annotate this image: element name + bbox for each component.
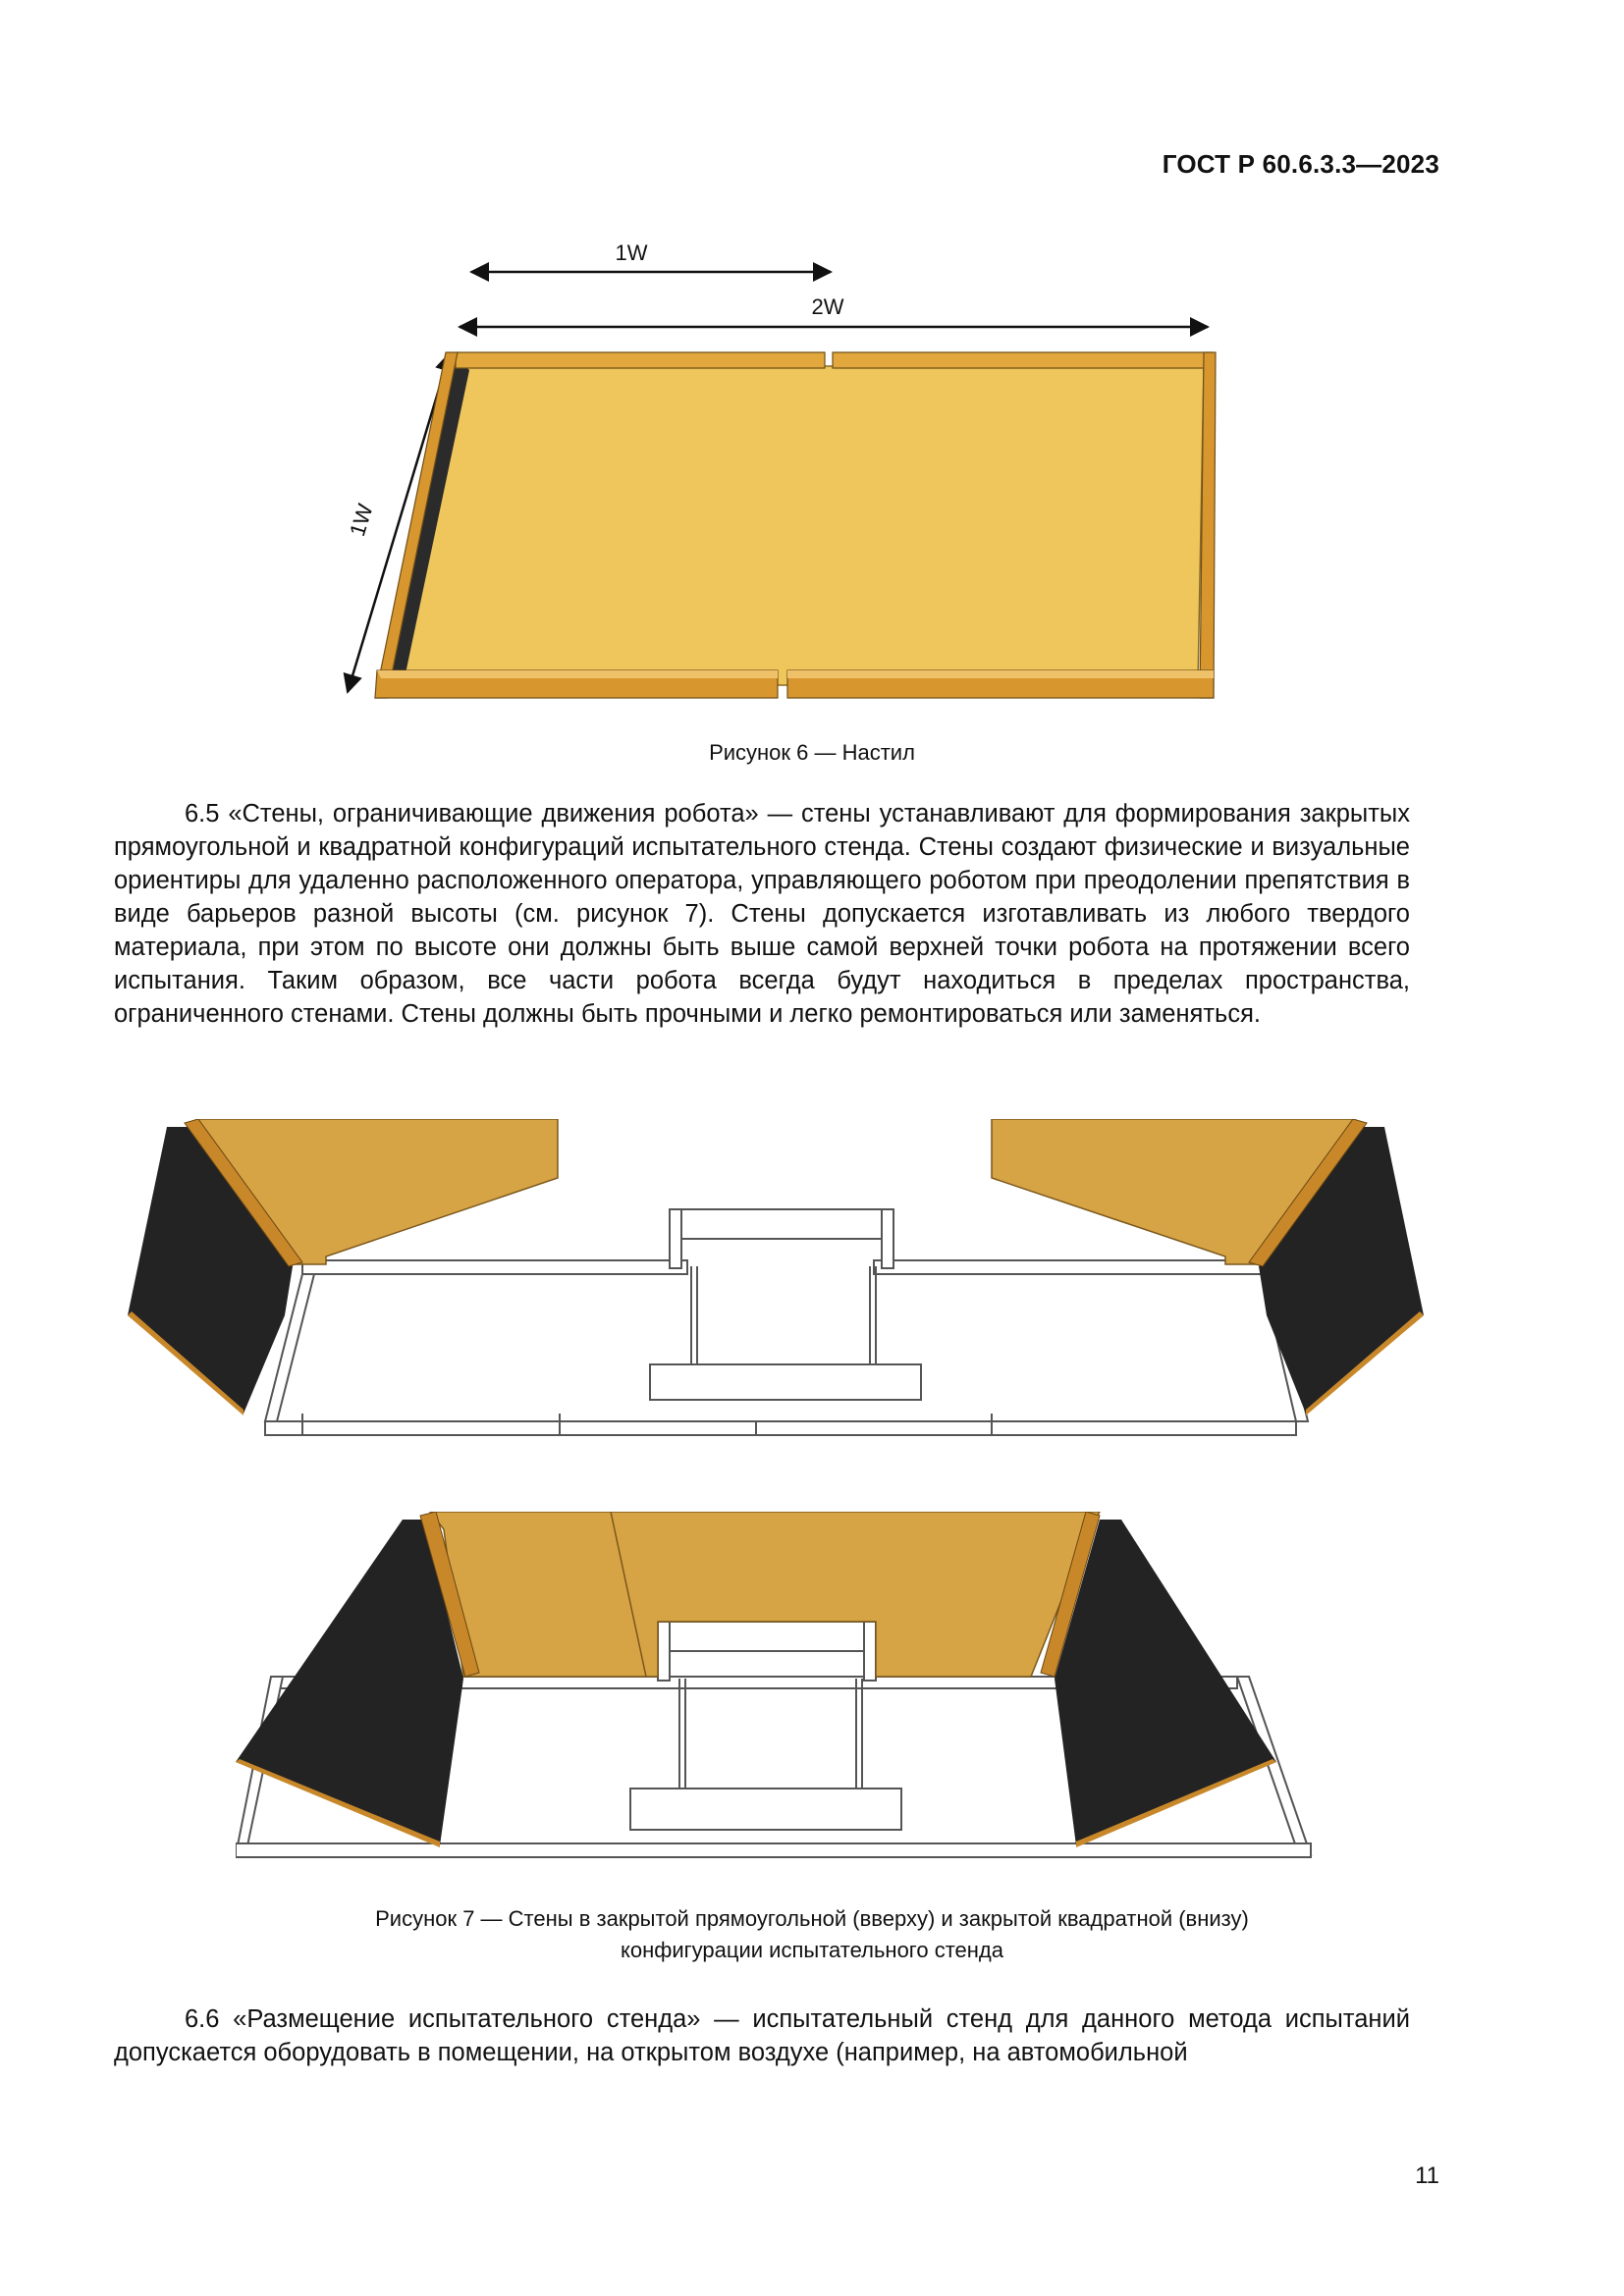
dimension-label-1w-top: 1W <box>615 240 648 265</box>
section-6-6 <box>114 2002 1410 2069</box>
dimension-label-2w: 2W <box>811 294 844 319</box>
figure-7-square-config <box>236 1512 1355 1875</box>
figure-7-caption-line-1: Рисунок 7 — Стены в закрытой прямоугольной (вверху) и закрытой квадратной (внизу) <box>375 1906 1249 1931</box>
document-code: ГОСТ Р 60.6.3.3—2023 <box>1162 149 1439 179</box>
section-6-5 <box>114 797 1410 1031</box>
figure-7-caption-line-2: конфигурации испытательного стенда <box>621 1938 1003 1962</box>
figure-6-caption: Рисунок 6 — Настил <box>709 740 915 765</box>
figure-6-deck <box>334 231 1237 721</box>
deck-platform <box>375 352 1216 698</box>
section-6-6-text: 6.6 «Размещение испытательного стенда» — испытательный стенд для данного метода испытаний допускается оборудовать в помещении, на открытом воздухе (например, на автомобильной <box>114 2005 1410 2066</box>
section-6-5-text: 6.5 «Стены, ограничивающие движения робота» — стены устанавливают для формирования закрытых прямоугольной и квадратной конфигураций испытательного стенда. Стены создают физические и визуальные ориентиры для удаленно расположенного оператора, управляющего роботом при преодолении препятствия в виде барьеров разной высоты (см. рисунок 7). Стены допускается изготавливать из любого твердого материала, при этом по высоте они должны быть выше самой верхней точки робота на протяжении всего испытания. Таким образом, все части робота всегда будут находиться в пределах пространства, ограниченного стенами. Стены должны быть прочными и легко ремонтироваться или заменяться. <box>114 800 1410 1028</box>
dimension-label-1w-side: 1W <box>345 501 378 540</box>
page-number: 11 <box>1415 2163 1439 2189</box>
figure-7-rectangular-config <box>128 1119 1424 1453</box>
